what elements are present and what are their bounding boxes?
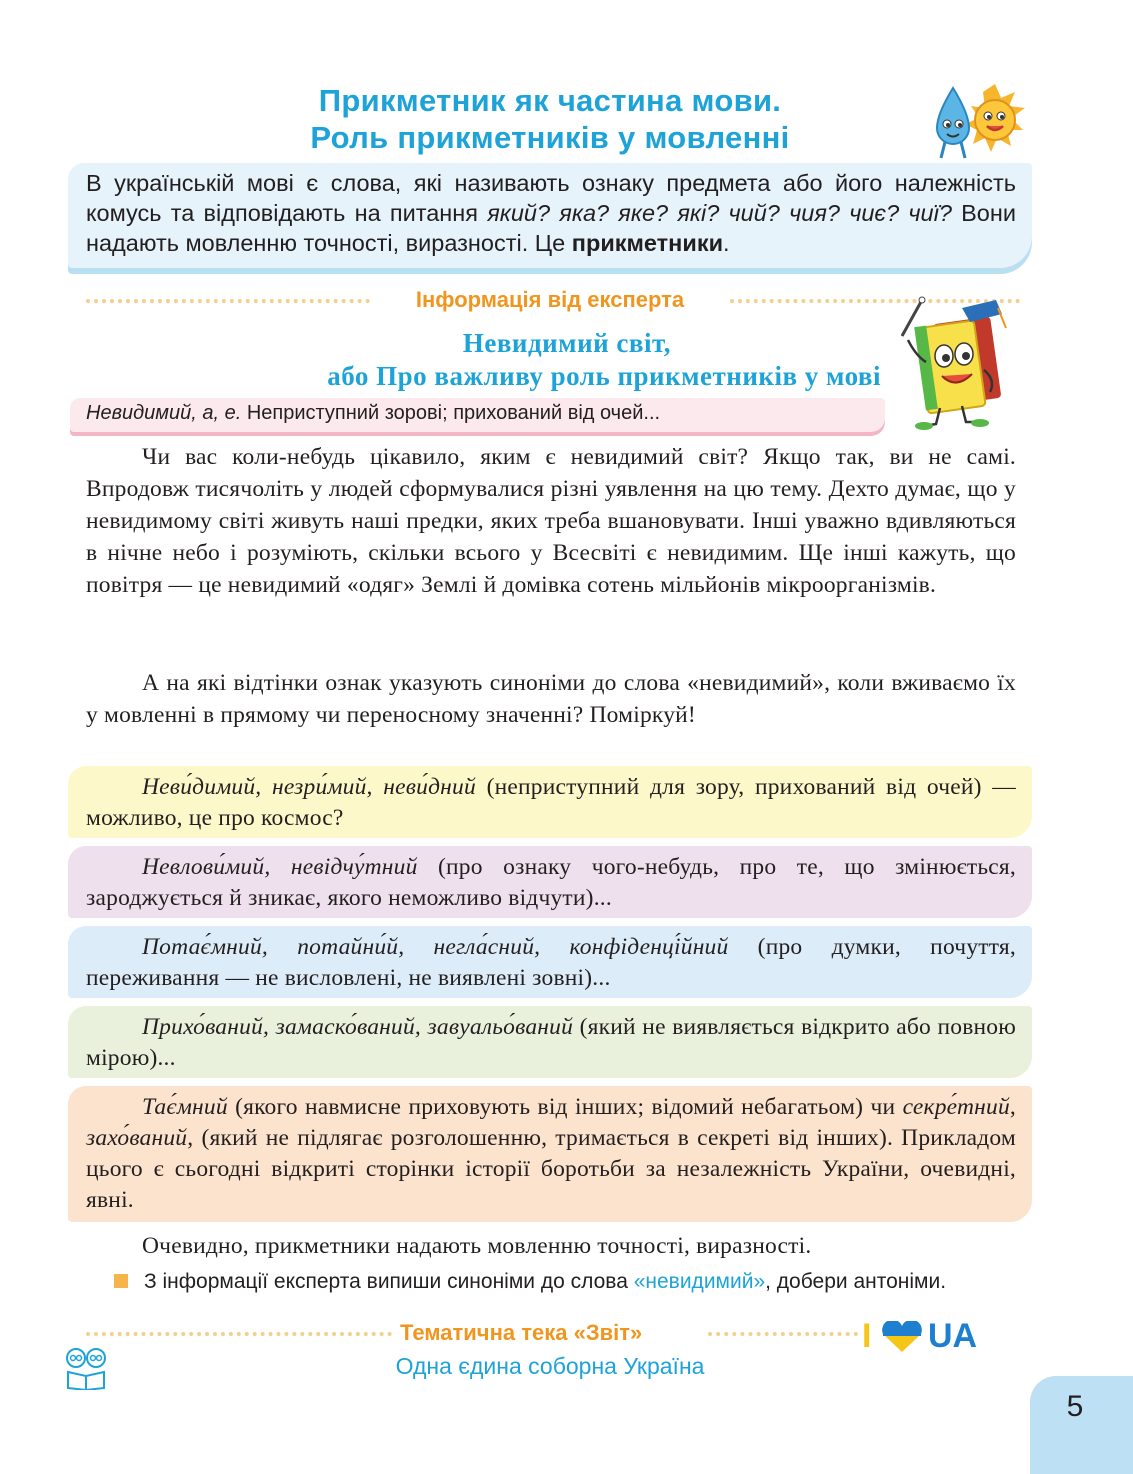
synonym-words-4: Прихо́ваний, замаско́ваний, завуальо́ваний [142,1014,574,1040]
expert-title-line-1: Невидимий світ, [462,328,671,358]
drop-and-sun-mascot-icon [925,80,1035,162]
intro-end: . [723,230,730,256]
definition-word: Невидимий, а, е. [86,402,242,424]
synonym-desc-3: (про думки, почуття, переживання — не висловлені, не виявлені зовні)... [86,934,1016,991]
synonym-desc-4: (який не виявляється відкрито або повною мірою)... [86,1014,1016,1071]
footer-label: Тематична тека «Звіт» [400,1320,643,1345]
footer-dotted-right [708,1332,858,1336]
footer-dotted-left [86,1332,392,1336]
task-highlight: «невидимий» [633,1270,766,1293]
conclusion: Очевидно, прикметники надають мовленню точності, виразності. [142,1233,812,1259]
intro-text [86,168,1016,258]
intro-term: прикметники [571,230,724,256]
synonym-desc-5b: , (який не підлягає розголошенню, тримається в секреті від інших). Прикладом цього є сьогодні відкриті сторінки історії боротьби за незалежність України, очевидні, явні. [86,1125,1016,1213]
synonym-desc-5a: (якого навмисне приховують від інших; відомий небагатьом) чи [227,1094,903,1120]
page-title [180,82,920,156]
synonym-word-5a: Тає́мний [142,1094,228,1120]
paragraph-1: Чи вас коли-небудь цікавило, яким є невидимий світ? Якщо так, ви не самі. Впродовж тисячоліть у людей сформувалися різні уявлення на цю тему. Дехто думає, що у невидимому світі живуть наші предки, яких треба вшановувати. Інші уважно вдивляються в нічне небо і розуміють, скільки всього у Всесвіті є невидимим. Ще інші кажуть, що повітря — це невидимий «одяг» Землі й домівка сотень мільйонів мікроорганізмів. [86,444,1016,598]
book-mascot-icon [892,296,1022,431]
task-bullet-icon [114,1274,128,1288]
synonym-text-4 [86,1012,1016,1074]
expert-section-label: Інформація від експерта [415,287,685,312]
synonym-text-5 [86,1092,1016,1216]
synonym-text-3 [86,932,1016,994]
logo-text: UA [928,1317,978,1355]
title-line-2: Роль прикметників у мовленні [310,120,790,155]
reading-kids-icon [62,1346,110,1390]
synonym-desc-1: (неприступний для зору, прихований від очей) — можливо, це про космос? [86,774,1016,831]
synonym-words-3: Потає́мний, потайни́й, негла́сний, конфіденці́йний [142,934,729,960]
definition-meaning: Неприступний зорові; прихований від очей... [241,402,661,424]
synonym-word-5b: секре́тний [902,1094,1010,1120]
task-part-1: З інформації експерта випиши синоніми до слова [144,1270,634,1293]
synonym-words-2: Невлови́мий, невідчу́тний [142,854,418,880]
intro-part-1: В українській мові є слова, які називають ознаку предмета або його належність комусь та відповідають на питання [86,170,1016,226]
definition-text [86,402,660,425]
intro-questions: який? яка? яке? які? чий? чия? чиє? чиї? [487,200,952,226]
synonym-desc-2: (про ознаку чого-небудь, про те, що змінюється, зароджується й зникає, якого неможливо відчути)... [86,854,1016,911]
intro-part-2: Вони надають мовленню точності, виразності. Це [86,200,1016,256]
synonym-text-1 [86,772,1016,834]
page-number: 5 [1066,1390,1084,1423]
title-line-1: Прикметник як частина мови. [318,83,782,118]
synonym-words-1: Неви́димий, незри́мий, неви́дний [142,774,476,800]
task-text [144,1268,1024,1295]
footer-subtitle: Одна єдина соборна Україна [395,1353,705,1379]
synonym-sep-5: , [1009,1094,1016,1120]
task-part-2: , добери антоніми. [765,1270,947,1293]
heart-icon [880,1321,924,1353]
i-love-ua-logo: I UA [862,1317,978,1355]
synonym-text-2 [86,852,1016,914]
paragraph-2: А на які відтінки ознак указують синоніми до слова «невидимий», коли вживаємо їх у мовленні в прямому чи переносному значенні? Поміркуй! [86,670,1016,728]
synonym-word-5c: захо́ваний [86,1125,188,1151]
expert-title-line-2: або Про важливу роль прикметників у мові [327,361,881,391]
